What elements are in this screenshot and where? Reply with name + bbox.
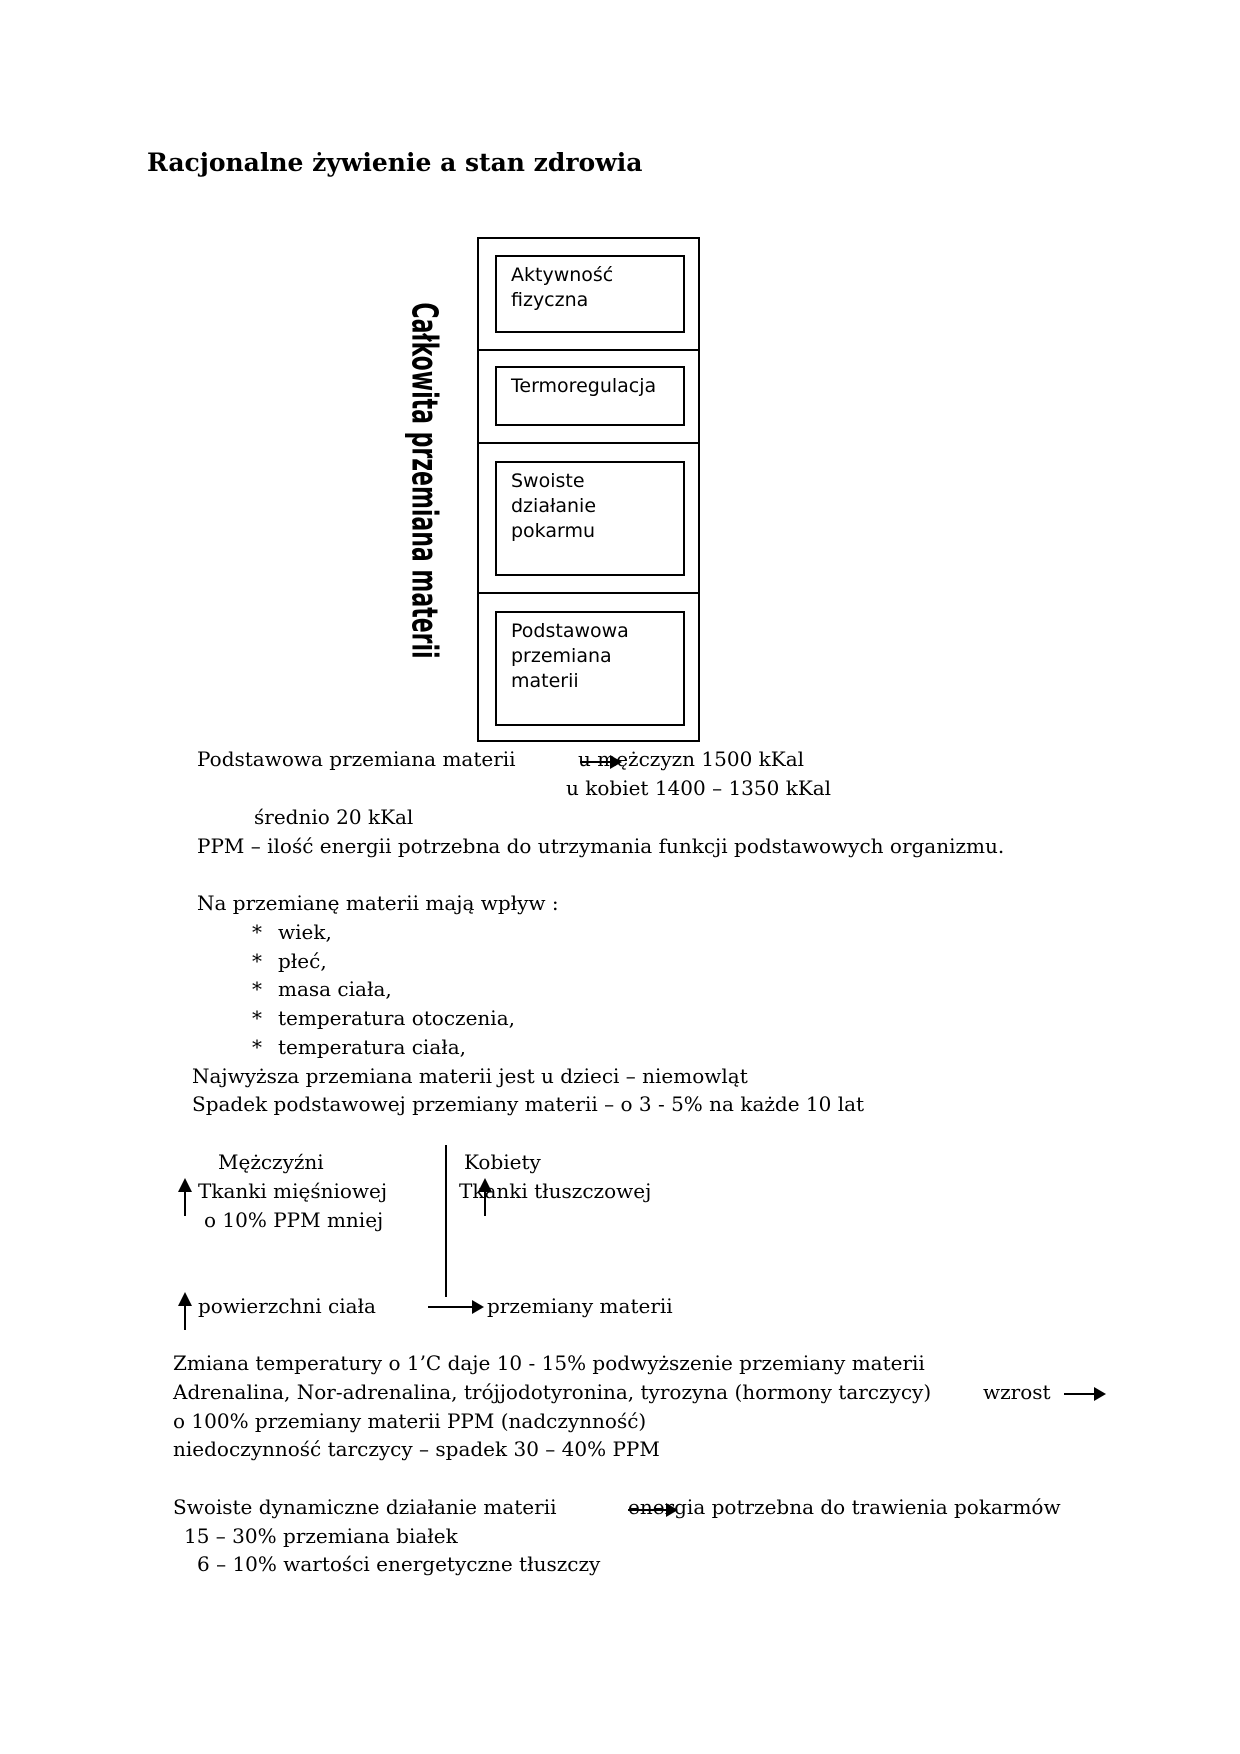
sdda-proteins: 15 – 30% przemiana białek [184, 1524, 458, 1548]
bullet-star: * [252, 949, 262, 973]
arrow-right-icon [1064, 1393, 1104, 1395]
box-basal-metabolism: Podstawowa przemiana materii [495, 611, 685, 726]
highest-metabolism: Najwyższa przemiana materii jest u dzieci – niemowląt [192, 1064, 748, 1088]
sdda-fats: 6 – 10% wartości energetyczne tłuszczy [197, 1552, 601, 1576]
body-surface: powierzchni ciała [198, 1294, 376, 1318]
factor-item: wiek, [278, 920, 332, 944]
ppm-definition: PPM – ilość energii potrzebna do utrzymania funkcji podstawowych organizmu. [197, 834, 1005, 858]
women-fat: Tkanki tłuszczowej [459, 1179, 652, 1203]
factor-item: temperatura ciała, [278, 1035, 467, 1059]
box-food-action: Swoiste działanie pokarmu [495, 461, 685, 576]
divider [477, 442, 700, 444]
factor-item: płeć, [278, 949, 327, 973]
bullet-star: * [252, 977, 262, 1001]
box-thermoregulation: Termoregulacja [495, 366, 685, 426]
factors-intro: Na przemianę materii mają wpływ : [197, 891, 559, 915]
sdda-label: Swoiste dynamiczne działanie materii [173, 1495, 557, 1519]
box-physical-activity: Aktywność fizyczna [495, 255, 685, 333]
temperature-change: Zmiana temperatury o 1’C daje 10 - 15% podwyższenie przemiany materii [173, 1351, 925, 1375]
ppm-label: Podstawowa przemiana materii [197, 747, 516, 771]
men-header: Mężczyźni [218, 1150, 324, 1174]
arrow-right-icon [428, 1306, 482, 1308]
divider-vertical [445, 1145, 447, 1297]
page-title: Racjonalne żywienie a stan zdrowia [147, 148, 643, 177]
ppm-average: średnio 20 kKal [254, 805, 414, 829]
men-muscle: Tkanki mięśniowej [198, 1179, 388, 1203]
bullet-star: * [252, 1035, 262, 1059]
ppm-men: u mężczyzn 1500 kKal [578, 747, 805, 771]
factor-item: temperatura otoczenia, [278, 1006, 515, 1030]
metabolism-decline: Spadek podstawowej przemiany materii – o 3 - 5% na każde 10 lat [192, 1092, 865, 1116]
ppm-women: u kobiet 1400 – 1350 kKal [566, 776, 832, 800]
factor-item: masa ciała, [278, 977, 392, 1001]
metabolism-result: przemiany materii [487, 1294, 673, 1318]
men-ppm-less: o 10% PPM mniej [204, 1208, 384, 1232]
increase-label: wzrost [983, 1380, 1051, 1404]
diagram-side-label: Całkowita przemiana materii [403, 302, 444, 659]
hyperthyroidism: o 100% przemiany materii PPM (nadczynność) [173, 1409, 647, 1433]
women-header: Kobiety [464, 1150, 541, 1174]
hypothyroidism: niedoczynność tarczycy – spadek 30 – 40% PPM [173, 1437, 660, 1461]
bullet-star: * [252, 1006, 262, 1030]
bullet-star: * [252, 920, 262, 944]
arrow-up-icon [184, 1180, 186, 1216]
sdda-description: energia potrzebna do trawienia pokarmów [628, 1495, 1061, 1519]
divider [477, 592, 700, 594]
arrow-up-icon [184, 1294, 186, 1330]
hormones-line: Adrenalina, Nor-adrenalina, trójjodotyronina, tyrozyna (hormony tarczycy) [173, 1380, 932, 1404]
divider [477, 349, 700, 351]
